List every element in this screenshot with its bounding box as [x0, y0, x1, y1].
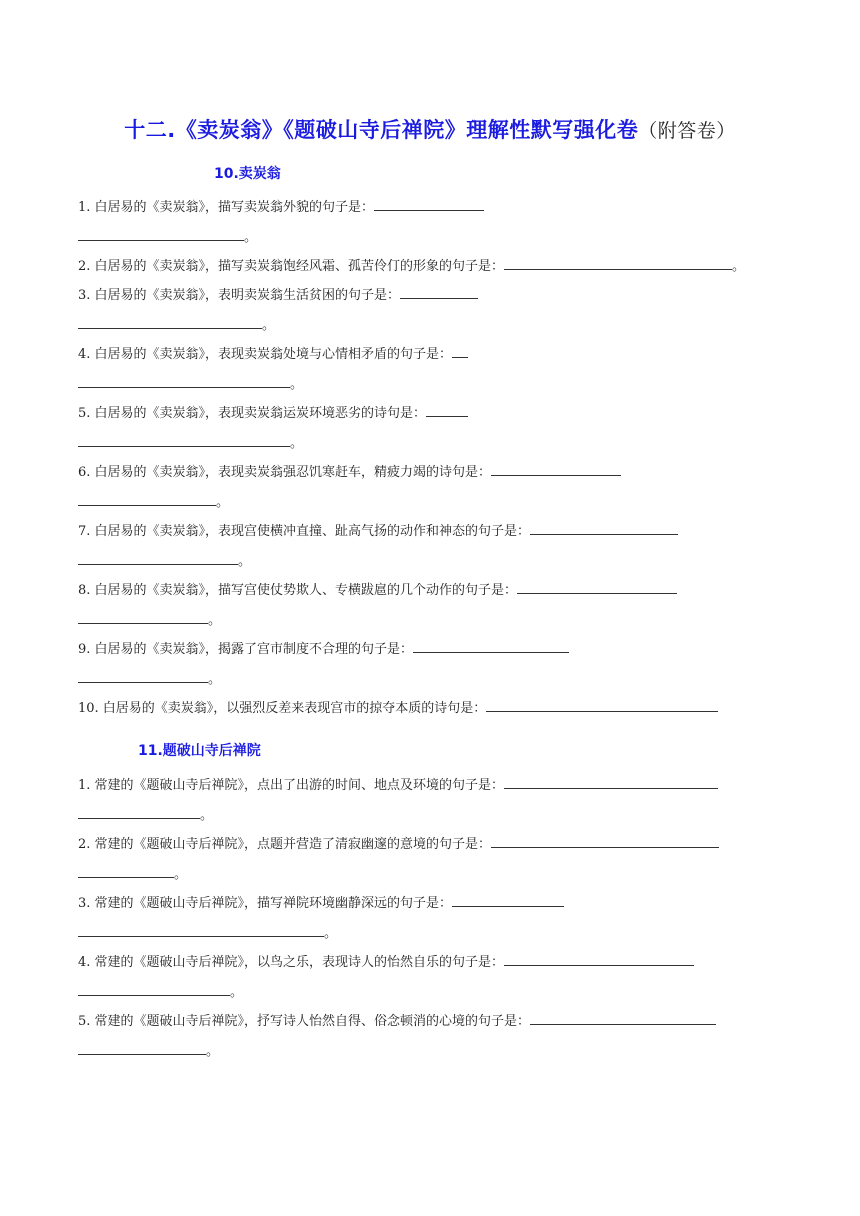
question-1-4-cont	[78, 373, 303, 394]
question-2-3-cont	[78, 922, 337, 943]
period-mark: 。	[290, 377, 304, 392]
question-text: 10. 白居易的《卖炭翁》，以强烈反差来表现宫市的掠夺本质的诗句是：	[78, 701, 487, 716]
answer-blank[interactable]	[530, 1010, 716, 1025]
question-text: 1. 常建的《题破山寺后禅院》，点出了出游的时间、地点及环境的句子是：	[78, 778, 505, 793]
answer-blank[interactable]	[426, 402, 468, 417]
answer-blank[interactable]	[78, 491, 216, 506]
answer-blank[interactable]	[78, 432, 290, 447]
period-mark: 。	[174, 867, 188, 882]
question-1-3-cont	[78, 314, 275, 335]
answer-blank[interactable]	[491, 833, 719, 848]
question-text: 3. 常建的《题破山寺后禅院》，描写禅院环境幽静深远的句子是：	[78, 896, 453, 911]
page-title	[0, 114, 860, 144]
answer-blank[interactable]	[78, 863, 174, 878]
answer-blank[interactable]	[452, 343, 468, 358]
question-text: 4. 白居易的《卖炭翁》，表现卖炭翁处境与心情相矛盾的句子是：	[78, 347, 453, 362]
question-text: 5. 白居易的《卖炭翁》，表现卖炭翁运炭环境恶劣的诗句是：	[78, 406, 427, 421]
question-1-5-cont	[78, 432, 303, 453]
question-2-2-cont	[78, 863, 187, 884]
answer-blank[interactable]	[400, 284, 478, 299]
question-2-5-cont	[78, 1040, 219, 1061]
question-1-4	[78, 343, 468, 364]
title-main: 十二.《卖炭翁》《题破山寺后禅院》理解性默写强化卷	[124, 118, 639, 142]
question-1-6-cont	[78, 491, 229, 512]
answer-blank[interactable]	[78, 1040, 206, 1055]
question-text: 3. 白居易的《卖炭翁》，表明卖炭翁生活贫困的句子是：	[78, 288, 401, 303]
answer-blank[interactable]	[491, 461, 621, 476]
question-1-9	[78, 638, 569, 659]
answer-blank[interactable]	[517, 579, 677, 594]
question-2-2	[78, 833, 719, 854]
period-mark: 。	[200, 808, 214, 823]
question-text: 4. 常建的《题破山寺后禅院》，以鸟之乐，表现诗人的怡然自乐的句子是：	[78, 955, 505, 970]
period-mark: 。	[208, 613, 222, 628]
answer-blank[interactable]	[504, 951, 694, 966]
answer-blank[interactable]	[413, 638, 569, 653]
period-mark: 。	[216, 495, 230, 510]
question-1-1	[78, 196, 484, 217]
question-2-1	[78, 774, 718, 795]
period-mark: 。	[244, 230, 258, 245]
answer-blank[interactable]	[530, 520, 678, 535]
question-1-7	[78, 520, 678, 541]
question-1-3	[78, 284, 478, 305]
answer-blank[interactable]	[78, 609, 208, 624]
question-text: 2. 白居易的《卖炭翁》，描写卖炭翁饱经风霜、孤苦伶仃的形象的句子是：	[78, 259, 505, 274]
answer-blank[interactable]	[504, 255, 732, 270]
answer-blank[interactable]	[78, 668, 208, 683]
question-2-4-cont	[78, 981, 243, 1002]
question-1-8-cont	[78, 609, 221, 630]
period-mark: 。	[290, 436, 304, 451]
answer-blank[interactable]	[78, 373, 290, 388]
question-2-5	[78, 1010, 716, 1031]
section-heading-maitanweng: 10.卖炭翁	[214, 166, 281, 182]
period-mark: 。	[238, 554, 252, 569]
question-1-10	[78, 697, 718, 718]
title-sub: （附答卷）	[638, 120, 736, 142]
question-text: 9. 白居易的《卖炭翁》，揭露了宫市制度不合理的句子是：	[78, 642, 414, 657]
question-2-1-cont	[78, 804, 213, 825]
question-1-2	[78, 255, 745, 276]
question-text: 8. 白居易的《卖炭翁》，描写宫使仗势欺人、专横跋扈的几个动作的句子是：	[78, 583, 518, 598]
question-text: 1. 白居易的《卖炭翁》，描写卖炭翁外貌的句子是：	[78, 200, 375, 215]
question-text: 5. 常建的《题破山寺后禅院》，抒写诗人怡然自得、俗念顿消的心境的句子是：	[78, 1014, 531, 1029]
period-mark: 。	[230, 985, 244, 1000]
question-2-4	[78, 951, 694, 972]
section-heading-poshansi: 11.题破山寺后禅院	[138, 743, 261, 759]
period-mark: 。	[206, 1044, 220, 1059]
answer-blank[interactable]	[78, 981, 230, 996]
question-2-3	[78, 892, 564, 913]
answer-blank[interactable]	[78, 226, 244, 241]
answer-blank[interactable]	[78, 314, 262, 329]
question-1-5	[78, 402, 468, 423]
question-text: 6. 白居易的《卖炭翁》，表现卖炭翁强忍饥寒赶车，精疲力竭的诗句是：	[78, 465, 492, 480]
question-1-1-cont	[78, 226, 257, 247]
period-mark: 。	[262, 318, 276, 333]
answer-blank[interactable]	[504, 774, 718, 789]
question-1-9-cont	[78, 668, 221, 689]
answer-blank[interactable]	[78, 922, 324, 937]
question-1-7-cont	[78, 550, 251, 571]
period-mark: 。	[208, 672, 222, 687]
question-text: 7. 白居易的《卖炭翁》，表现宫使横冲直撞、趾高气扬的动作和神态的句子是：	[78, 524, 531, 539]
answer-blank[interactable]	[78, 804, 200, 819]
period-mark: 。	[324, 926, 338, 941]
answer-blank[interactable]	[374, 196, 484, 211]
question-1-8	[78, 579, 677, 600]
answer-blank[interactable]	[486, 697, 718, 712]
answer-blank[interactable]	[452, 892, 564, 907]
period-mark: 。	[732, 259, 746, 274]
question-1-6	[78, 461, 621, 482]
question-text: 2. 常建的《题破山寺后禅院》，点题并营造了清寂幽邃的意境的句子是：	[78, 837, 492, 852]
answer-blank[interactable]	[78, 550, 238, 565]
